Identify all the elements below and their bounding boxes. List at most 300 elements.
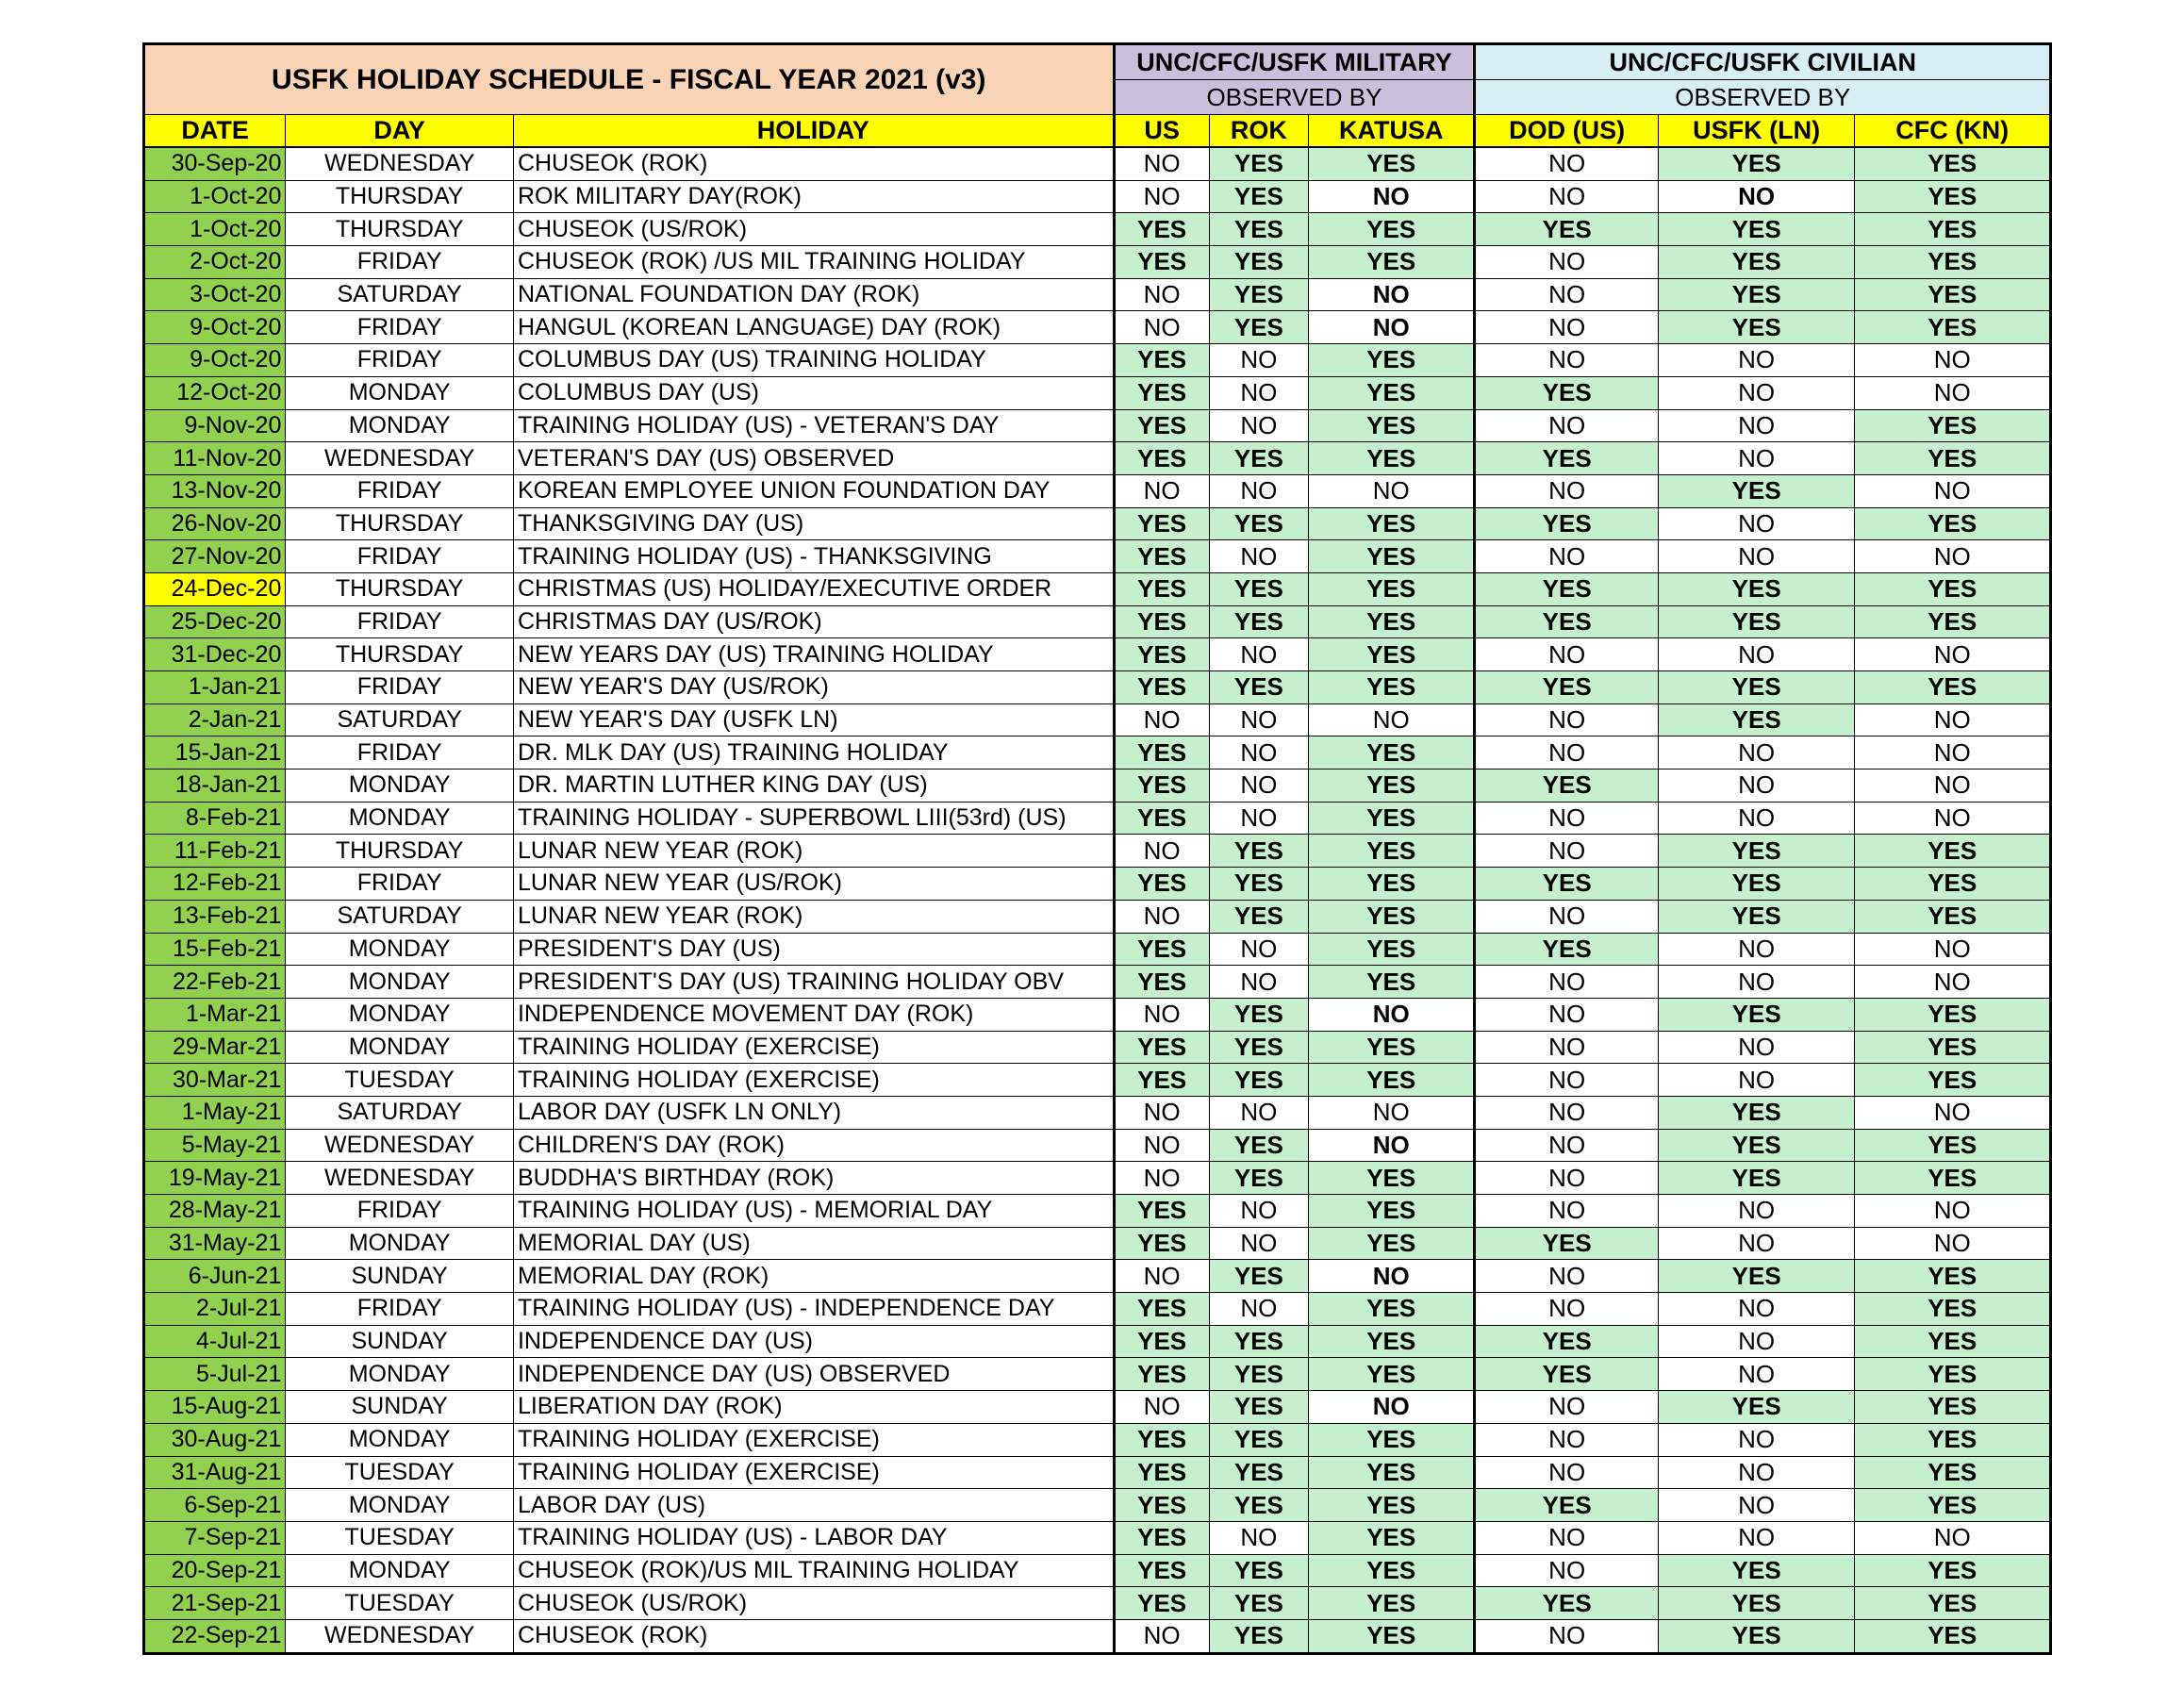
dod-us-observed-cell: NO bbox=[1475, 638, 1658, 671]
cfc-kn-observed-cell: YES bbox=[1855, 1358, 2051, 1391]
holiday-cell: PRESIDENT'S DAY (US) bbox=[513, 933, 1114, 966]
rok-observed-cell: YES bbox=[1209, 1129, 1308, 1162]
rok-observed-cell: YES bbox=[1209, 1619, 1308, 1653]
holiday-cell: TRAINING HOLIDAY (EXERCISE) bbox=[513, 1423, 1114, 1456]
cfc-kn-observed-cell: NO bbox=[1855, 736, 2051, 770]
day-cell: TUESDAY bbox=[286, 1456, 514, 1489]
day-cell: FRIDAY bbox=[286, 311, 514, 344]
dod-us-observed-cell: YES bbox=[1475, 376, 1658, 409]
us-observed-cell: YES bbox=[1114, 572, 1209, 605]
date-cell: 4-Jul-21 bbox=[144, 1325, 286, 1358]
usfk-ln-observed-cell: YES bbox=[1658, 671, 1855, 704]
katusa-observed-cell: NO bbox=[1309, 180, 1475, 213]
dod-us-observed-cell: NO bbox=[1475, 703, 1658, 736]
holiday-cell: KOREAN EMPLOYEE UNION FOUNDATION DAY bbox=[513, 474, 1114, 507]
holiday-cell: TRAINING HOLIDAY (EXERCISE) bbox=[513, 1064, 1114, 1097]
us-observed-cell: YES bbox=[1114, 1456, 1209, 1489]
katusa-observed-cell: YES bbox=[1309, 442, 1475, 475]
date-cell: 5-Jul-21 bbox=[144, 1358, 286, 1391]
column-header-row bbox=[144, 115, 2051, 148]
date-cell: 24-Dec-20 bbox=[144, 572, 286, 605]
katusa-observed-cell: NO bbox=[1309, 1391, 1475, 1424]
table-row bbox=[144, 1096, 2051, 1129]
day-cell: THURSDAY bbox=[286, 213, 514, 246]
us-observed-cell: YES bbox=[1114, 605, 1209, 638]
table-row bbox=[144, 1391, 2051, 1424]
dod-us-observed-cell: YES bbox=[1475, 933, 1658, 966]
cfc-kn-observed-cell: YES bbox=[1855, 998, 2051, 1031]
date-cell: 12-Feb-21 bbox=[144, 868, 286, 901]
cfc-kn-observed-cell: YES bbox=[1855, 147, 2051, 180]
dod-us-observed-cell: NO bbox=[1475, 278, 1658, 311]
katusa-observed-cell: YES bbox=[1309, 1031, 1475, 1064]
us-observed-cell: YES bbox=[1114, 770, 1209, 803]
day-cell: SATURDAY bbox=[286, 703, 514, 736]
dod-us-observed-cell: NO bbox=[1475, 1064, 1658, 1097]
usfk-ln-observed-cell: NO bbox=[1658, 1325, 1855, 1358]
rok-observed-cell: YES bbox=[1209, 1064, 1308, 1097]
table-row bbox=[144, 1064, 2051, 1097]
day-cell: TUESDAY bbox=[286, 1064, 514, 1097]
usfk-ln-observed-cell: NO bbox=[1658, 966, 1855, 999]
usfk-ln-observed-cell: NO bbox=[1658, 770, 1855, 803]
date-cell: 1-Mar-21 bbox=[144, 998, 286, 1031]
cfc-kn-observed-cell: YES bbox=[1855, 1064, 2051, 1097]
dod-us-observed-cell: NO bbox=[1475, 246, 1658, 279]
cfc-kn-observed-cell: NO bbox=[1855, 802, 2051, 835]
usfk-ln-observed-cell: YES bbox=[1658, 474, 1855, 507]
date-cell: 1-Oct-20 bbox=[144, 180, 286, 213]
column-header-day: DAY bbox=[286, 115, 514, 148]
usfk-ln-observed-cell: NO bbox=[1658, 344, 1855, 377]
dod-us-observed-cell: NO bbox=[1475, 1293, 1658, 1326]
us-observed-cell: NO bbox=[1114, 1260, 1209, 1293]
rok-observed-cell: YES bbox=[1209, 998, 1308, 1031]
dod-us-observed-cell: NO bbox=[1475, 474, 1658, 507]
table-row bbox=[144, 835, 2051, 868]
rok-observed-cell: YES bbox=[1209, 147, 1308, 180]
military-observed-by: OBSERVED BY bbox=[1114, 80, 1475, 115]
day-cell: FRIDAY bbox=[286, 246, 514, 279]
usfk-ln-observed-cell: NO bbox=[1658, 442, 1855, 475]
usfk-ln-observed-cell: NO bbox=[1658, 1358, 1855, 1391]
katusa-observed-cell: NO bbox=[1309, 703, 1475, 736]
holiday-schedule-table bbox=[142, 42, 2052, 1655]
day-cell: FRIDAY bbox=[286, 605, 514, 638]
table-row bbox=[144, 1325, 2051, 1358]
day-cell: SATURDAY bbox=[286, 1096, 514, 1129]
us-observed-cell: YES bbox=[1114, 376, 1209, 409]
cfc-kn-observed-cell: YES bbox=[1855, 1554, 2051, 1587]
katusa-observed-cell: YES bbox=[1309, 736, 1475, 770]
day-cell: FRIDAY bbox=[286, 671, 514, 704]
day-cell: THURSDAY bbox=[286, 180, 514, 213]
date-cell: 28-May-21 bbox=[144, 1195, 286, 1228]
table-row bbox=[144, 1162, 2051, 1195]
holiday-cell: NATIONAL FOUNDATION DAY (ROK) bbox=[513, 278, 1114, 311]
date-cell: 15-Aug-21 bbox=[144, 1391, 286, 1424]
us-observed-cell: NO bbox=[1114, 703, 1209, 736]
cfc-kn-observed-cell: YES bbox=[1855, 1260, 2051, 1293]
usfk-ln-observed-cell: YES bbox=[1658, 1162, 1855, 1195]
date-cell: 1-Jan-21 bbox=[144, 671, 286, 704]
column-header-rok: ROK bbox=[1209, 115, 1308, 148]
katusa-observed-cell: NO bbox=[1309, 998, 1475, 1031]
date-cell: 13-Nov-20 bbox=[144, 474, 286, 507]
rok-observed-cell: NO bbox=[1209, 1096, 1308, 1129]
dod-us-observed-cell: NO bbox=[1475, 1162, 1658, 1195]
usfk-ln-observed-cell: YES bbox=[1658, 311, 1855, 344]
usfk-ln-observed-cell: YES bbox=[1658, 572, 1855, 605]
dod-us-observed-cell: NO bbox=[1475, 1619, 1658, 1653]
rok-observed-cell: YES bbox=[1209, 278, 1308, 311]
katusa-observed-cell: YES bbox=[1309, 1456, 1475, 1489]
katusa-observed-cell: YES bbox=[1309, 1521, 1475, 1554]
date-cell: 22-Feb-21 bbox=[144, 966, 286, 999]
us-observed-cell: YES bbox=[1114, 507, 1209, 540]
usfk-ln-observed-cell: NO bbox=[1658, 1195, 1855, 1228]
usfk-ln-observed-cell: YES bbox=[1658, 246, 1855, 279]
usfk-ln-observed-cell: NO bbox=[1658, 1293, 1855, 1326]
us-observed-cell: YES bbox=[1114, 540, 1209, 573]
katusa-observed-cell: YES bbox=[1309, 376, 1475, 409]
column-header-cfc-kn: CFC (KN) bbox=[1855, 115, 2051, 148]
dod-us-observed-cell: YES bbox=[1475, 605, 1658, 638]
dod-us-observed-cell: NO bbox=[1475, 1129, 1658, 1162]
dod-us-observed-cell: NO bbox=[1475, 1391, 1658, 1424]
us-observed-cell: YES bbox=[1114, 409, 1209, 442]
cfc-kn-observed-cell: YES bbox=[1855, 572, 2051, 605]
column-header-katusa: KATUSA bbox=[1309, 115, 1475, 148]
date-cell: 9-Oct-20 bbox=[144, 311, 286, 344]
holiday-cell: BUDDHA'S BIRTHDAY (ROK) bbox=[513, 1162, 1114, 1195]
holiday-cell: TRAINING HOLIDAY (EXERCISE) bbox=[513, 1456, 1114, 1489]
katusa-observed-cell: YES bbox=[1309, 1162, 1475, 1195]
date-cell: 21-Sep-21 bbox=[144, 1587, 286, 1620]
rok-observed-cell: NO bbox=[1209, 409, 1308, 442]
date-cell: 6-Sep-21 bbox=[144, 1489, 286, 1522]
rok-observed-cell: NO bbox=[1209, 638, 1308, 671]
us-observed-cell: NO bbox=[1114, 1129, 1209, 1162]
us-observed-cell: YES bbox=[1114, 1358, 1209, 1391]
table-row bbox=[144, 703, 2051, 736]
cfc-kn-observed-cell: YES bbox=[1855, 1129, 2051, 1162]
table-row bbox=[144, 998, 2051, 1031]
holiday-cell: MEMORIAL DAY (ROK) bbox=[513, 1260, 1114, 1293]
katusa-observed-cell: YES bbox=[1309, 770, 1475, 803]
katusa-observed-cell: YES bbox=[1309, 409, 1475, 442]
day-cell: FRIDAY bbox=[286, 1293, 514, 1326]
column-header-usfk-ln: USFK (LN) bbox=[1658, 115, 1855, 148]
usfk-ln-observed-cell: NO bbox=[1658, 638, 1855, 671]
usfk-ln-observed-cell: NO bbox=[1658, 736, 1855, 770]
holiday-cell: LABOR DAY (USFK LN ONLY) bbox=[513, 1096, 1114, 1129]
table-row bbox=[144, 770, 2051, 803]
usfk-ln-observed-cell: YES bbox=[1658, 1129, 1855, 1162]
dod-us-observed-cell: NO bbox=[1475, 900, 1658, 933]
usfk-ln-observed-cell: YES bbox=[1658, 868, 1855, 901]
rok-observed-cell: YES bbox=[1209, 246, 1308, 279]
rok-observed-cell: YES bbox=[1209, 1260, 1308, 1293]
cfc-kn-observed-cell: YES bbox=[1855, 1456, 2051, 1489]
date-cell: 30-Sep-20 bbox=[144, 147, 286, 180]
holiday-cell: LUNAR NEW YEAR (ROK) bbox=[513, 900, 1114, 933]
usfk-ln-observed-cell: NO bbox=[1658, 1456, 1855, 1489]
holiday-cell: COLUMBUS DAY (US) bbox=[513, 376, 1114, 409]
us-observed-cell: YES bbox=[1114, 344, 1209, 377]
usfk-ln-observed-cell: YES bbox=[1658, 835, 1855, 868]
cfc-kn-observed-cell: NO bbox=[1855, 1227, 2051, 1260]
usfk-ln-observed-cell: YES bbox=[1658, 900, 1855, 933]
holiday-cell: TRAINING HOLIDAY (US) - INDEPENDENCE DAY bbox=[513, 1293, 1114, 1326]
us-observed-cell: NO bbox=[1114, 278, 1209, 311]
us-observed-cell: YES bbox=[1114, 1521, 1209, 1554]
day-cell: FRIDAY bbox=[286, 1195, 514, 1228]
date-cell: 11-Nov-20 bbox=[144, 442, 286, 475]
table-row bbox=[144, 572, 2051, 605]
katusa-observed-cell: NO bbox=[1309, 1129, 1475, 1162]
rok-observed-cell: NO bbox=[1209, 770, 1308, 803]
us-observed-cell: YES bbox=[1114, 213, 1209, 246]
day-cell: SUNDAY bbox=[286, 1325, 514, 1358]
cfc-kn-observed-cell: YES bbox=[1855, 835, 2051, 868]
rok-observed-cell: NO bbox=[1209, 1293, 1308, 1326]
usfk-ln-observed-cell: NO bbox=[1658, 1227, 1855, 1260]
katusa-observed-cell: YES bbox=[1309, 1227, 1475, 1260]
katusa-observed-cell: YES bbox=[1309, 835, 1475, 868]
katusa-observed-cell: YES bbox=[1309, 246, 1475, 279]
rok-observed-cell: YES bbox=[1209, 1456, 1308, 1489]
date-cell: 27-Nov-20 bbox=[144, 540, 286, 573]
cfc-kn-observed-cell: YES bbox=[1855, 311, 2051, 344]
katusa-observed-cell: NO bbox=[1309, 278, 1475, 311]
usfk-ln-observed-cell: NO bbox=[1658, 409, 1855, 442]
us-observed-cell: YES bbox=[1114, 1489, 1209, 1522]
day-cell: MONDAY bbox=[286, 1554, 514, 1587]
table-row bbox=[144, 278, 2051, 311]
day-cell: MONDAY bbox=[286, 933, 514, 966]
rok-observed-cell: YES bbox=[1209, 671, 1308, 704]
holiday-cell: CHUSEOK (ROK)/US MIL TRAINING HOLIDAY bbox=[513, 1554, 1114, 1587]
dod-us-observed-cell: YES bbox=[1475, 1227, 1658, 1260]
civilian-group-header: UNC/CFC/USFK CIVILIAN bbox=[1475, 44, 2051, 80]
table-row bbox=[144, 180, 2051, 213]
rok-observed-cell: NO bbox=[1209, 1195, 1308, 1228]
day-cell: SATURDAY bbox=[286, 900, 514, 933]
day-cell: SUNDAY bbox=[286, 1260, 514, 1293]
table-row bbox=[144, 900, 2051, 933]
cfc-kn-observed-cell: YES bbox=[1855, 1293, 2051, 1326]
day-cell: FRIDAY bbox=[286, 344, 514, 377]
us-observed-cell: YES bbox=[1114, 1293, 1209, 1326]
table-row bbox=[144, 474, 2051, 507]
cfc-kn-observed-cell: YES bbox=[1855, 1587, 2051, 1620]
cfc-kn-observed-cell: YES bbox=[1855, 278, 2051, 311]
day-cell: FRIDAY bbox=[286, 736, 514, 770]
rok-observed-cell: YES bbox=[1209, 507, 1308, 540]
cfc-kn-observed-cell: YES bbox=[1855, 868, 2051, 901]
rok-observed-cell: YES bbox=[1209, 1423, 1308, 1456]
rok-observed-cell: YES bbox=[1209, 311, 1308, 344]
table-row bbox=[144, 311, 2051, 344]
katusa-observed-cell: YES bbox=[1309, 966, 1475, 999]
day-cell: SUNDAY bbox=[286, 1391, 514, 1424]
table-row bbox=[144, 1031, 2051, 1064]
cfc-kn-observed-cell: YES bbox=[1855, 409, 2051, 442]
column-header-holiday: HOLIDAY bbox=[513, 115, 1114, 148]
katusa-observed-cell: YES bbox=[1309, 507, 1475, 540]
date-cell: 26-Nov-20 bbox=[144, 507, 286, 540]
table-row bbox=[144, 540, 2051, 573]
us-observed-cell: YES bbox=[1114, 1587, 1209, 1620]
dod-us-observed-cell: NO bbox=[1475, 311, 1658, 344]
date-cell: 20-Sep-21 bbox=[144, 1554, 286, 1587]
usfk-ln-observed-cell: NO bbox=[1658, 1064, 1855, 1097]
katusa-observed-cell: YES bbox=[1309, 1587, 1475, 1620]
katusa-observed-cell: YES bbox=[1309, 1423, 1475, 1456]
usfk-ln-observed-cell: NO bbox=[1658, 507, 1855, 540]
holiday-cell: CHUSEOK (ROK) bbox=[513, 147, 1114, 180]
column-header-us: US bbox=[1114, 115, 1209, 148]
table-row bbox=[144, 736, 2051, 770]
usfk-ln-observed-cell: NO bbox=[1658, 802, 1855, 835]
table-row bbox=[144, 1260, 2051, 1293]
day-cell: FRIDAY bbox=[286, 474, 514, 507]
holiday-cell: LUNAR NEW YEAR (US/ROK) bbox=[513, 868, 1114, 901]
usfk-ln-observed-cell: YES bbox=[1658, 147, 1855, 180]
katusa-observed-cell: NO bbox=[1309, 1096, 1475, 1129]
rok-observed-cell: YES bbox=[1209, 442, 1308, 475]
dod-us-observed-cell: NO bbox=[1475, 1195, 1658, 1228]
holiday-cell: CHUSEOK (ROK) /US MIL TRAINING HOLIDAY bbox=[513, 246, 1114, 279]
day-cell: TUESDAY bbox=[286, 1587, 514, 1620]
day-cell: MONDAY bbox=[286, 376, 514, 409]
cfc-kn-observed-cell: NO bbox=[1855, 1195, 2051, 1228]
date-cell: 31-Aug-21 bbox=[144, 1456, 286, 1489]
holiday-cell: CHILDREN'S DAY (ROK) bbox=[513, 1129, 1114, 1162]
date-cell: 3-Oct-20 bbox=[144, 278, 286, 311]
date-cell: 9-Nov-20 bbox=[144, 409, 286, 442]
katusa-observed-cell: YES bbox=[1309, 540, 1475, 573]
table-row bbox=[144, 605, 2051, 638]
date-cell: 6-Jun-21 bbox=[144, 1260, 286, 1293]
katusa-observed-cell: YES bbox=[1309, 213, 1475, 246]
date-cell: 19-May-21 bbox=[144, 1162, 286, 1195]
day-cell: WEDNESDAY bbox=[286, 1619, 514, 1653]
usfk-ln-observed-cell: NO bbox=[1658, 1489, 1855, 1522]
rok-observed-cell: YES bbox=[1209, 1358, 1308, 1391]
us-observed-cell: NO bbox=[1114, 147, 1209, 180]
day-cell: MONDAY bbox=[286, 802, 514, 835]
dod-us-observed-cell: NO bbox=[1475, 540, 1658, 573]
rok-observed-cell: YES bbox=[1209, 1554, 1308, 1587]
dod-us-observed-cell: NO bbox=[1475, 344, 1658, 377]
day-cell: THURSDAY bbox=[286, 835, 514, 868]
dod-us-observed-cell: NO bbox=[1475, 409, 1658, 442]
holiday-cell: DR. MLK DAY (US) TRAINING HOLIDAY bbox=[513, 736, 1114, 770]
usfk-ln-observed-cell: YES bbox=[1658, 213, 1855, 246]
date-cell: 13-Feb-21 bbox=[144, 900, 286, 933]
rok-observed-cell: NO bbox=[1209, 1227, 1308, 1260]
cfc-kn-observed-cell: YES bbox=[1855, 180, 2051, 213]
table-row bbox=[144, 1554, 2051, 1587]
date-cell: 18-Jan-21 bbox=[144, 770, 286, 803]
usfk-ln-observed-cell: YES bbox=[1658, 605, 1855, 638]
katusa-observed-cell: NO bbox=[1309, 311, 1475, 344]
usfk-ln-observed-cell: YES bbox=[1658, 1096, 1855, 1129]
holiday-cell: CHUSEOK (ROK) bbox=[513, 1619, 1114, 1653]
us-observed-cell: YES bbox=[1114, 638, 1209, 671]
katusa-observed-cell: YES bbox=[1309, 1489, 1475, 1522]
us-observed-cell: NO bbox=[1114, 1162, 1209, 1195]
date-cell: 2-Jan-21 bbox=[144, 703, 286, 736]
table-row bbox=[144, 1587, 2051, 1620]
us-observed-cell: NO bbox=[1114, 900, 1209, 933]
holiday-cell: INDEPENDENCE MOVEMENT DAY (ROK) bbox=[513, 998, 1114, 1031]
cfc-kn-observed-cell: NO bbox=[1855, 638, 2051, 671]
table-row bbox=[144, 1619, 2051, 1653]
holiday-rows bbox=[144, 147, 2051, 1653]
holiday-cell: NEW YEAR'S DAY (US/ROK) bbox=[513, 671, 1114, 704]
us-observed-cell: NO bbox=[1114, 1096, 1209, 1129]
holiday-cell: NEW YEARS DAY (US) TRAINING HOLIDAY bbox=[513, 638, 1114, 671]
cfc-kn-observed-cell: YES bbox=[1855, 1423, 2051, 1456]
holiday-cell: THANKSGIVING DAY (US) bbox=[513, 507, 1114, 540]
day-cell: MONDAY bbox=[286, 998, 514, 1031]
dod-us-observed-cell: YES bbox=[1475, 868, 1658, 901]
day-cell: TUESDAY bbox=[286, 1521, 514, 1554]
us-observed-cell: YES bbox=[1114, 1554, 1209, 1587]
rok-observed-cell: YES bbox=[1209, 1162, 1308, 1195]
dod-us-observed-cell: YES bbox=[1475, 213, 1658, 246]
day-cell: SATURDAY bbox=[286, 278, 514, 311]
day-cell: MONDAY bbox=[286, 1358, 514, 1391]
holiday-cell: PRESIDENT'S DAY (US) TRAINING HOLIDAY OBV bbox=[513, 966, 1114, 999]
katusa-observed-cell: YES bbox=[1309, 1325, 1475, 1358]
day-cell: MONDAY bbox=[286, 1423, 514, 1456]
dod-us-observed-cell: YES bbox=[1475, 442, 1658, 475]
cfc-kn-observed-cell: NO bbox=[1855, 703, 2051, 736]
date-cell: 11-Feb-21 bbox=[144, 835, 286, 868]
holiday-cell: INDEPENDENCE DAY (US) bbox=[513, 1325, 1114, 1358]
holiday-cell: TRAINING HOLIDAY (US) - MEMORIAL DAY bbox=[513, 1195, 1114, 1228]
us-observed-cell: YES bbox=[1114, 933, 1209, 966]
holiday-cell: COLUMBUS DAY (US) TRAINING HOLIDAY bbox=[513, 344, 1114, 377]
dod-us-observed-cell: YES bbox=[1475, 1358, 1658, 1391]
table-row bbox=[144, 1293, 2051, 1326]
day-cell: MONDAY bbox=[286, 409, 514, 442]
dod-us-observed-cell: NO bbox=[1475, 1031, 1658, 1064]
holiday-cell: DR. MARTIN LUTHER KING DAY (US) bbox=[513, 770, 1114, 803]
holiday-cell: NEW YEAR'S DAY (USFK LN) bbox=[513, 703, 1114, 736]
table-row bbox=[144, 344, 2051, 377]
table-row bbox=[144, 409, 2051, 442]
rok-observed-cell: NO bbox=[1209, 376, 1308, 409]
date-cell: 8-Feb-21 bbox=[144, 802, 286, 835]
holiday-cell: CHUSEOK (US/ROK) bbox=[513, 1587, 1114, 1620]
table-row bbox=[144, 1227, 2051, 1260]
date-cell: 15-Feb-21 bbox=[144, 933, 286, 966]
rok-observed-cell: NO bbox=[1209, 1521, 1308, 1554]
holiday-cell: TRAINING HOLIDAY (US) - LABOR DAY bbox=[513, 1521, 1114, 1554]
day-cell: MONDAY bbox=[286, 1489, 514, 1522]
usfk-ln-observed-cell: YES bbox=[1658, 1587, 1855, 1620]
us-observed-cell: YES bbox=[1114, 246, 1209, 279]
day-cell: WEDNESDAY bbox=[286, 442, 514, 475]
katusa-observed-cell: YES bbox=[1309, 1554, 1475, 1587]
civilian-observed-by: OBSERVED BY bbox=[1475, 80, 2051, 115]
katusa-observed-cell: YES bbox=[1309, 1358, 1475, 1391]
